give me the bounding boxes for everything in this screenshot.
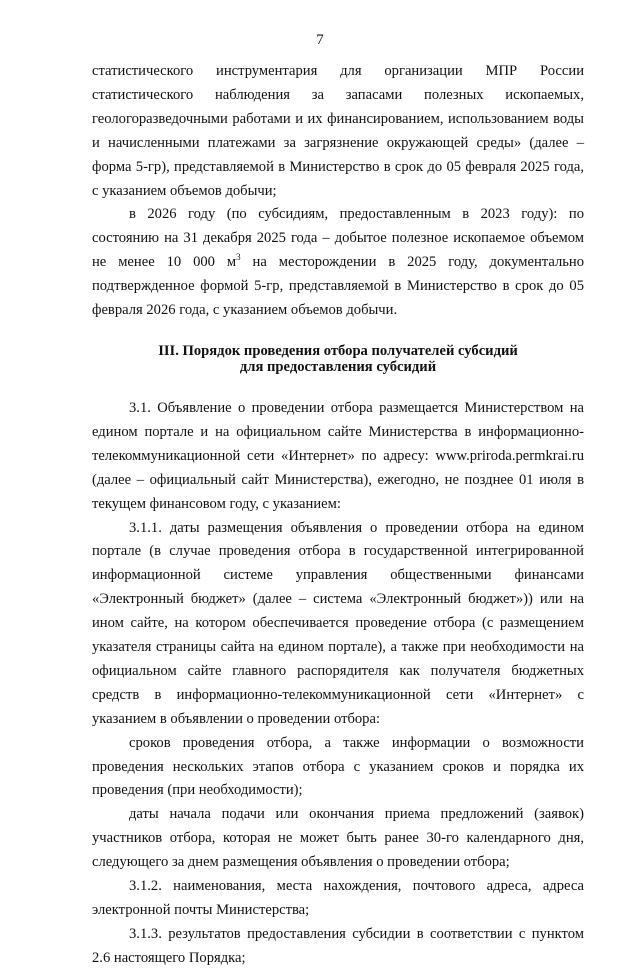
section-heading-line-2: для предоставления субсидий [239, 358, 437, 375]
cubic-superscript: 3 [236, 252, 241, 263]
section-heading [92, 343, 584, 375]
page-number: 7 [316, 32, 324, 48]
paragraph-3-1: 3.1. Объявление о проведении отбора размещается Министерством на едином портале и на официальном сайте Министерства в информационно-телекоммуникационной сети «Интернет» по адресу: www.priroda.permkrai.ru (далее – официальный сайт Министерства), ежегодно, не позднее 01 июля в текущем финансовом году, с указанием: [92, 399, 584, 512]
paragraph-application-dates: даты начала подачи или окончания приема предложений (заявок) участников отбора, которая не может быть ранее 30-го календарного дня, следующего за днем размещения объявления о проведении отбора; [92, 806, 584, 871]
section-heading-line-1: III. Порядок проведения отбора получателей субсидий [158, 342, 518, 359]
paragraph-2026-requirement [92, 203, 584, 323]
paragraph-3-1-3: 3.1.3. результатов предоставления субсидии в соответствии с пунктом 2.6 настоящего Порядка; [92, 925, 584, 966]
paragraph-3-1-1: 3.1.1. даты размещения объявления о проведении отбора на едином портале (в случае проведения отбора в государственной интегрированной информационной системе управления общественными финансами «Электронный бюджет» (далее – система «Электронный бюджет»)) или на ином сайте, на котором обеспечивается проведение отбора (с размещением указателя страницы сайта на едином портале), а также при необходимости на официальном сайте главного распорядителя как получателя бюджетных средств в информационно-телекоммуникационной сети «Интернет» с указанием в объявлении о проведении отбора: [92, 519, 584, 727]
document-body [92, 60, 584, 971]
paragraph-selection-terms: сроков проведения отбора, а также информации о возможности проведения нескольких этапов отбора с указанием сроков и порядка их проведения (при необходимости); [92, 734, 584, 799]
paragraph-2026-text-b: на месторождении в 2025 году, документально подтвержденное формой 5-гр, представляемой в Министерство в срок до 05 февраля 2026 года, с указанием объемов добычи. [92, 254, 584, 319]
paragraph-2026-text-a: в 2026 году (по субсидиям, предоставленным в 2023 году): по состоянию на 31 декабря 2025 года – добытое полезное ископаемое объемом не менее 10 000 м [92, 206, 584, 271]
paragraph-3-1-2: 3.1.2. наименования, места нахождения, почтового адреса, адреса электронной почты Министерства; [92, 878, 584, 918]
paragraph-continuation: статистического инструментария для организации МПР России статистического наблюдения за запасами полезных ископаемых, геологоразведочными работами и их финансированием, использованием воды и начисленными платежами за загрязнение окружающей среды» (далее – форма 5-гр), представляемой в Министерство в срок до 05 февраля 2025 года, с указанием объемов добычи; [92, 63, 584, 199]
